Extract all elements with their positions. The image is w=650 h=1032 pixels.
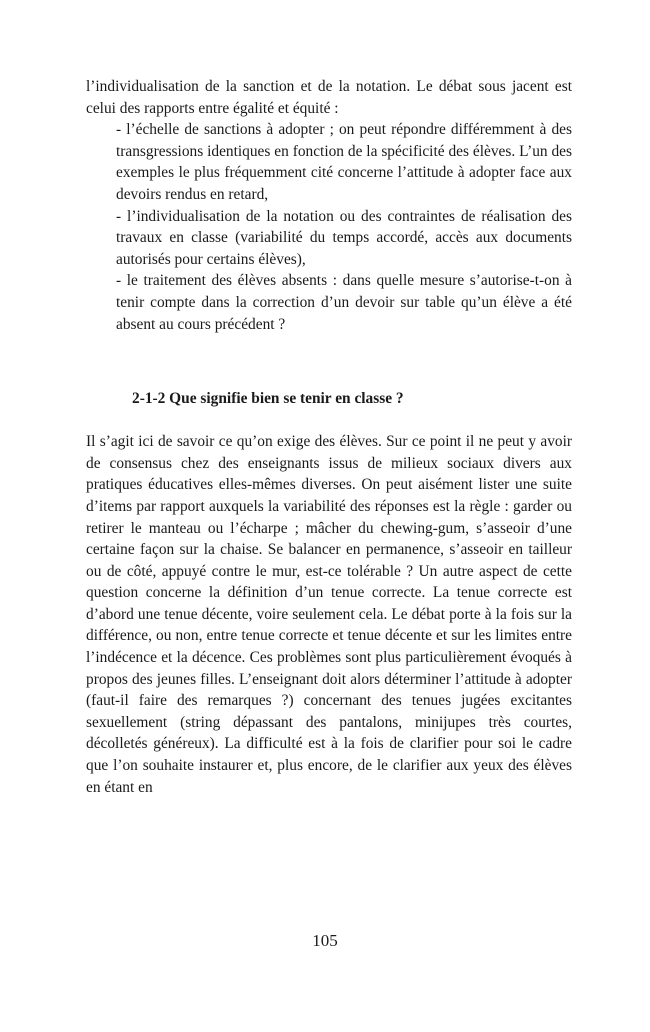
- section-heading: 2-1-2 Que signifie bien se tenir en classe ?: [132, 390, 404, 408]
- bullet-item: - le traitement des élèves absents : dans quelle mesure s’autorise-t-on à tenir compte dans la correction d’un devoir sur table qu’un élève a été absent au cours précédent ?: [116, 272, 572, 333]
- intro-paragraph: l’individualisation de la sanction et de la notation. Le débat sous jacent est celui des rapports entre égalité et équité :: [86, 78, 572, 117]
- page-number: 105: [312, 931, 338, 950]
- bullet-item: - l’échelle de sanctions à adopter ; on peut répondre différemment à des transgressions identiques en fonction de la spécificité des élèves. L’un des exemples le plus fréquemment cité concerne l’attitude à adopter face aux devoirs rendus en retard,: [116, 121, 572, 203]
- book-page: [86, 76, 572, 798]
- bullet-list: [116, 119, 572, 335]
- bullet-item: - l’individualisation de la notation ou des contraintes de réalisation des travaux en classe (variabilité du temps accordé, accès aux documents autorisés pour certains élèves),: [116, 207, 572, 268]
- body-paragraph: Il s’agit ici de savoir ce qu’on exige des élèves. Sur ce point il ne peut y avoir de consensus chez des enseignants issus de milieux sociaux divers aux pratiques éducatives elles-mêmes diverses. On peut aisément lister une suite d’items par rapport auxquels la variabilité des réponses est la règle : garder ou retirer le manteau ou l’écharpe ; mâcher du chewing-gum, s’asseoir d’une certaine façon sur la chaise. Se balancer en permanence, s’asseoir en tailleur ou de côté, appuyé contre le mur, est-ce tolérable ? Un autre aspect de cette question concerne la définition d’un tenue correcte. La tenue correcte est d’abord une tenue décente, voire seulement cela. Le débat porte à la fois sur la différence, ou non, entre tenue correcte et tenue décente et sur les limites entre l’indécence et la décence. Ces problèmes sont plus particulièrement évoqués à propos des jeunes filles. L’enseignant doit alors déterminer l’attitude à adopter (faut-il faire des remarques ?) concernant des tenues jugées excitantes sexuellement (string dépassant des pantalons, minijupes très courtes, décolletés généreux). La difficulté est à la fois de clarifier pour soi le cadre que l’on souhaite instaurer et, plus encore, de le clarifier aux yeux des élèves en étant en: [86, 433, 572, 796]
